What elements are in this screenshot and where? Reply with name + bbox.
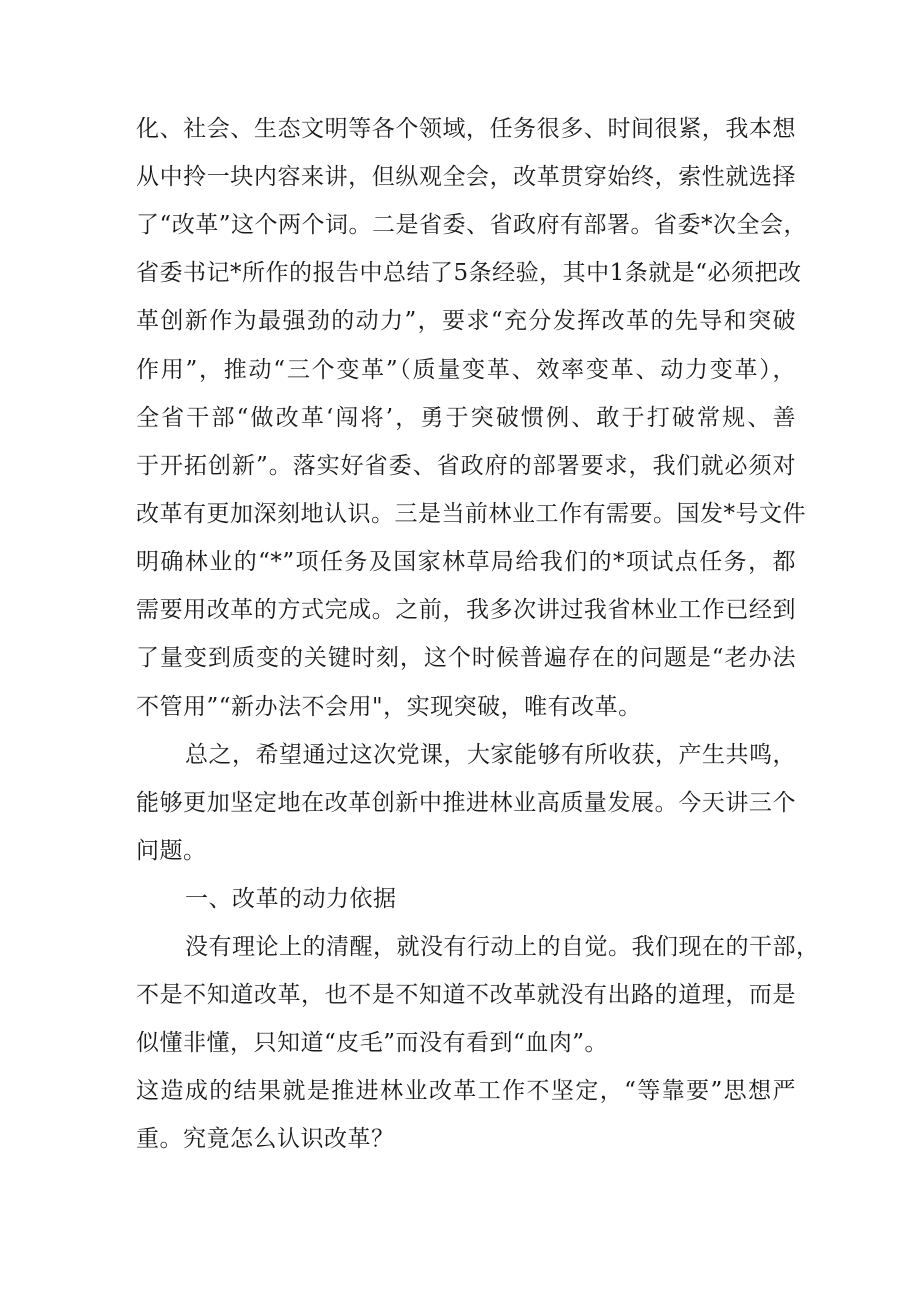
text-line: 了“改革”这个两个词。二是省委、省政府有部署。省委*次全会，	[136, 212, 808, 238]
paragraph-first-line: 没有理论上的清醒，就没有行动上的自觉。我们现在的干部，	[185, 934, 820, 960]
paragraph-first-line: 总之，希望通过这次党课，大家能够有所收获，产生共鸣，	[185, 742, 796, 768]
text-line: 于开拓创新”。落实好省委、省政府的部署要求，我们就必须对	[136, 453, 796, 479]
text-line: 从中拎一块内容来讲，但纵观全会，改革贯穿始终，索性就选择	[136, 164, 796, 190]
text-line: 这造成的结果就是推进林业改革工作不坚定，“等靠要”思想严	[136, 1078, 796, 1104]
text-line: 化、社会、生态文明等各个领域，任务很多、时间很紧，我本想	[136, 116, 796, 142]
text-line: 明确林业的“*”项任务及国家林草局给我们的*项试点任务，都	[136, 549, 796, 575]
text-line: 改革有更加深刻地认识。三是当前林业工作有需要。国发*号文件	[136, 501, 806, 527]
text-line: 了量变到质变的关键时刻，这个时候普遍存在的问题是“老办法	[136, 645, 796, 671]
text-line: 能够更加坚定地在改革创新中推进林业高质量发展。今天讲三个	[136, 790, 796, 816]
text-line: 问题。	[136, 838, 207, 864]
text-line: 全省干部“做改革‘闯将’，勇于突破惯例、敢于打破常规、善	[136, 405, 796, 431]
text-line: 似懂非懂，只知道“皮毛”而没有看到“血肉”。	[136, 1030, 609, 1056]
text-line: 不是不知道改革，也不是不知道不改革就没有出路的道理，而是	[136, 982, 796, 1008]
section-heading: 一、改革的动力依据	[185, 886, 397, 912]
text-line: 不管用”“新办法不会用"，实现突破，唯有改革。	[136, 694, 642, 720]
text-line: 省委书记*所作的报告中总结了5条经验，其中1条就是“必须把改	[136, 260, 802, 286]
text-line: 需要用改革的方式完成。之前，我多次讲过我省林业工作已经到	[136, 597, 796, 623]
text-line: 重。究竟怎么认识改革？	[136, 1126, 395, 1152]
text-line: 作用”，推动“三个变革”（质量变革、效率变革、动力变革），	[136, 357, 796, 383]
text-line: 革创新作为最强劲的动力”，要求“充分发挥改革的先导和突破	[136, 308, 796, 334]
